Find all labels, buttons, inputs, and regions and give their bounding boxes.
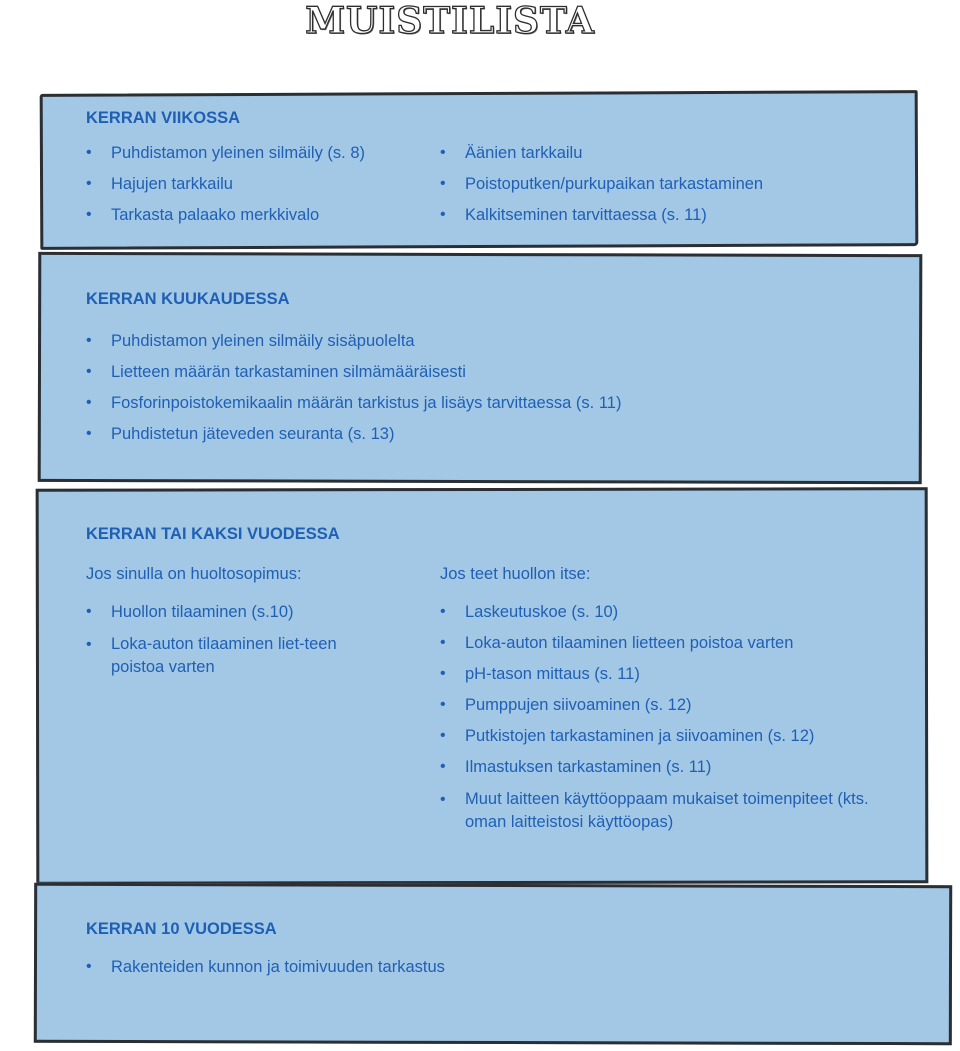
service-contract-list [86, 602, 356, 679]
list-item: • Loka-auton tilaaminen lietteen poistoa varten [440, 633, 900, 653]
page-title: MUISTILISTA [305, 0, 595, 42]
list-item: • pH-tason mittaus (s. 11) [440, 664, 900, 684]
list-item: • Loka-auton tilaaminen liet-teen poistoa varten [86, 633, 356, 679]
list-item: • Rakenteiden kunnon ja toimivuuden tarkastus [86, 957, 786, 977]
list-item: • Huollon tilaaminen (s.10) [86, 602, 356, 622]
section-decade-heading: KERRAN 10 VUODESSA [86, 920, 277, 938]
list-item: • Lietteen määrän tarkastaminen silmämääräisesti [86, 362, 886, 382]
section-weekly-heading: KERRAN VIIKOSSA [86, 109, 241, 127]
list-item: • Poistoputken/purkupaikan tarkastaminen [440, 174, 900, 194]
list-item: • Laskeutuskoe (s. 10) [440, 602, 900, 622]
list-item: • Fosforinpoistokemikaalin määrän tarkistus ja lisäys tarvittaessa (s. 11) [86, 393, 886, 413]
list-item: • Ilmastuksen tarkastaminen (s. 11) [440, 757, 900, 777]
diy-service-subheading: Jos teet huollon itse: [440, 565, 591, 583]
list-item: • Puhdistamon yleinen silmäily (s. 8) [86, 143, 426, 163]
diy-service-list [440, 602, 900, 834]
weekly-list-left [86, 143, 426, 225]
section-yearly-heading: KERRAN TAI KAKSI VUODESSA [86, 525, 340, 543]
weekly-list-right [440, 143, 900, 225]
list-item: • Pumppujen siivoaminen (s. 12) [440, 695, 900, 715]
list-item: • Puhdistamon yleinen silmäily sisäpuolelta [86, 331, 886, 351]
list-item: • Hajujen tarkkailu [86, 174, 426, 194]
list-item: • Puhdistetun jäteveden seuranta (s. 13) [86, 424, 886, 444]
list-item: • Putkistojen tarkastaminen ja siivoaminen (s. 12) [440, 726, 900, 746]
list-item: • Tarkasta palaako merkkivalo [86, 205, 426, 225]
list-item: • Muut laitteen käyttöoppaam mukaiset toimenpiteet (kts. oman laitteistosi käyttöopas) [440, 788, 900, 834]
decade-list [86, 957, 786, 977]
list-item: • Äänien tarkkailu [440, 143, 900, 163]
service-contract-subheading: Jos sinulla on huoltosopimus: [86, 565, 302, 583]
list-item: • Kalkitseminen tarvittaessa (s. 11) [440, 205, 900, 225]
section-monthly-heading: KERRAN KUUKAUDESSA [86, 290, 290, 308]
monthly-list [86, 331, 886, 444]
